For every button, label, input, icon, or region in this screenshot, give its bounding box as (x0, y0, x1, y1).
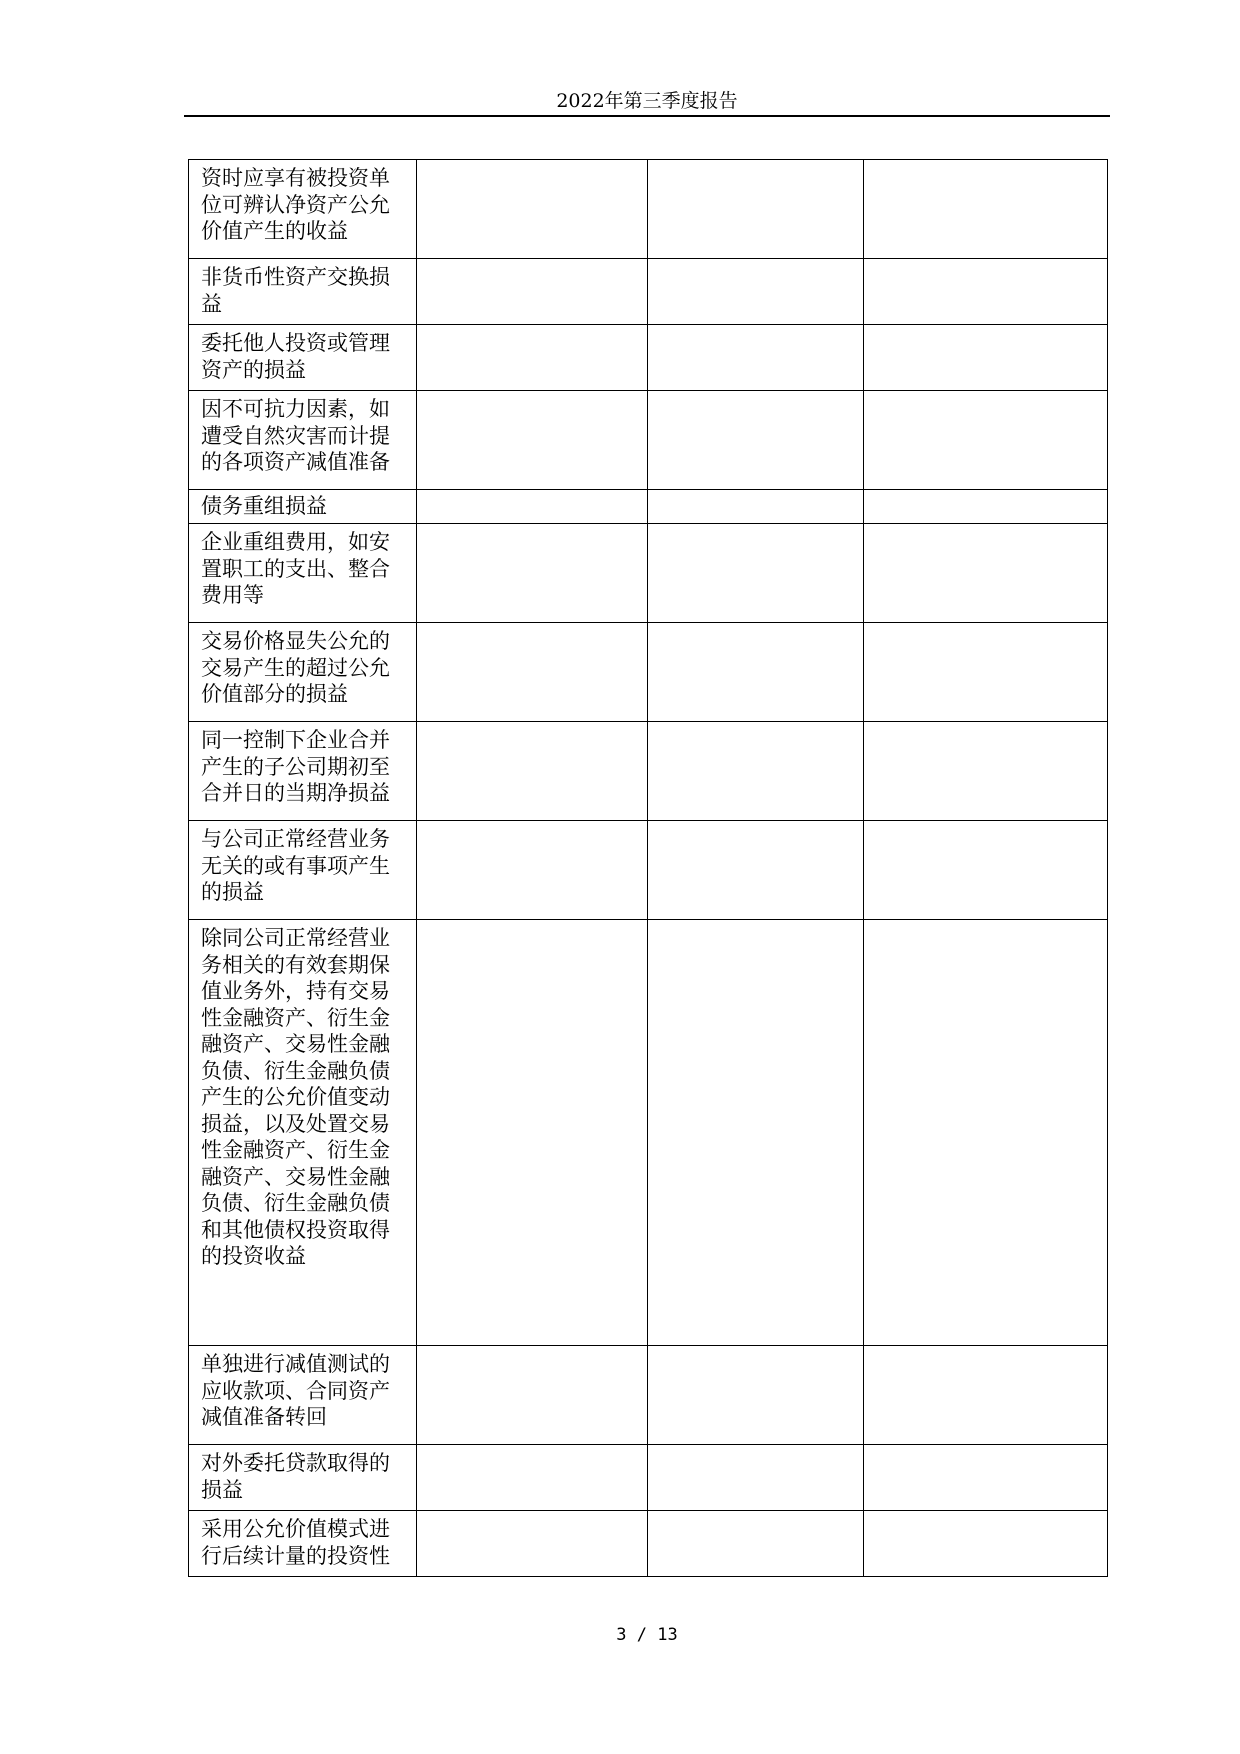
table-row (189, 325, 1108, 391)
table-row (189, 623, 1108, 722)
table-row (189, 391, 1108, 490)
row-label: 非货币性资产交换损益 (201, 265, 390, 316)
table-row (189, 1511, 1108, 1577)
row-label-cell (189, 391, 417, 490)
value-cell (864, 623, 1108, 722)
row-label-cell (189, 722, 417, 821)
value-cell (417, 391, 648, 490)
value-cell (417, 259, 648, 325)
value-cell (864, 524, 1108, 623)
value-cell (648, 1511, 864, 1577)
table-row (189, 160, 1108, 259)
value-cell (864, 722, 1108, 821)
row-label-cell (189, 821, 417, 920)
row-label-cell (189, 160, 417, 259)
value-cell (648, 259, 864, 325)
row-label: 采用公允价值模式进行后续计量的投资性 (201, 1517, 390, 1568)
value-cell (864, 821, 1108, 920)
value-cell (648, 391, 864, 490)
value-cell (864, 391, 1108, 490)
value-cell (648, 722, 864, 821)
value-cell (648, 1445, 864, 1511)
page-number: 3 / 13 (616, 1625, 678, 1645)
value-cell (864, 1511, 1108, 1577)
value-cell (417, 1511, 648, 1577)
value-cell (648, 325, 864, 391)
value-cell (417, 490, 648, 524)
value-cell (648, 1346, 864, 1445)
row-label-cell (189, 325, 417, 391)
row-label-cell (189, 920, 417, 1346)
row-label-cell (189, 490, 417, 524)
value-cell (417, 160, 648, 259)
row-label-cell (189, 1511, 417, 1577)
row-label-cell (189, 259, 417, 325)
value-cell (648, 920, 864, 1346)
value-cell (864, 259, 1108, 325)
value-cell (864, 1445, 1108, 1511)
value-cell (648, 160, 864, 259)
row-label: 企业重组费用，如安置职工的支出、整合费用等 (201, 530, 390, 607)
row-label: 债务重组损益 (201, 494, 327, 518)
row-label-cell (189, 1445, 417, 1511)
table-row (189, 1445, 1108, 1511)
row-label: 交易价格显失公允的交易产生的超过公允价值部分的损益 (201, 629, 390, 706)
value-cell (648, 524, 864, 623)
row-label-cell (189, 524, 417, 623)
table-row (189, 920, 1108, 1346)
value-cell (417, 920, 648, 1346)
value-cell (417, 722, 648, 821)
table-row (189, 821, 1108, 920)
header-divider (184, 115, 1110, 117)
value-cell (864, 160, 1108, 259)
page-header: 2022年第三季度报告 (556, 90, 738, 112)
value-cell (417, 1445, 648, 1511)
row-label: 单独进行减值测试的应收款项、合同资产减值准备转回 (201, 1352, 390, 1429)
row-label: 因不可抗力因素，如遭受自然灾害而计提的各项资产减值准备 (201, 397, 390, 474)
value-cell (648, 490, 864, 524)
value-cell (864, 490, 1108, 524)
value-cell (864, 325, 1108, 391)
table-row (189, 490, 1108, 524)
value-cell (417, 524, 648, 623)
row-label: 与公司正常经营业务无关的或有事项产生的损益 (201, 827, 390, 904)
table-row (189, 722, 1108, 821)
value-cell (417, 325, 648, 391)
row-label: 对外委托贷款取得的损益 (201, 1451, 390, 1502)
value-cell (648, 623, 864, 722)
value-cell (417, 623, 648, 722)
table-row (189, 1346, 1108, 1445)
value-cell (417, 1346, 648, 1445)
value-cell (864, 920, 1108, 1346)
value-cell (864, 1346, 1108, 1445)
row-label: 除同公司正常经营业务相关的有效套期保值业务外，持有交易性金融资产、衍生金融资产、交易性金融负债、衍生金融负债产生的公允价值变动损益，以及处置交易性金融资产、衍生金融资产、交易性金融负债、衍生金融负债和其他债权投资取得的投资收益 (201, 926, 390, 1268)
row-label: 委托他人投资或管理资产的损益 (201, 331, 390, 382)
table-row (189, 524, 1108, 623)
row-label: 同一控制下企业合并产生的子公司期初至合并日的当期净损益 (201, 728, 390, 805)
table-row (189, 259, 1108, 325)
row-label-cell (189, 623, 417, 722)
value-cell (648, 821, 864, 920)
row-label: 资时应享有被投资单位可辨认净资产公允价值产生的收益 (201, 166, 390, 243)
non-recurring-items-table (188, 159, 1107, 1577)
value-cell (417, 821, 648, 920)
row-label-cell (189, 1346, 417, 1445)
